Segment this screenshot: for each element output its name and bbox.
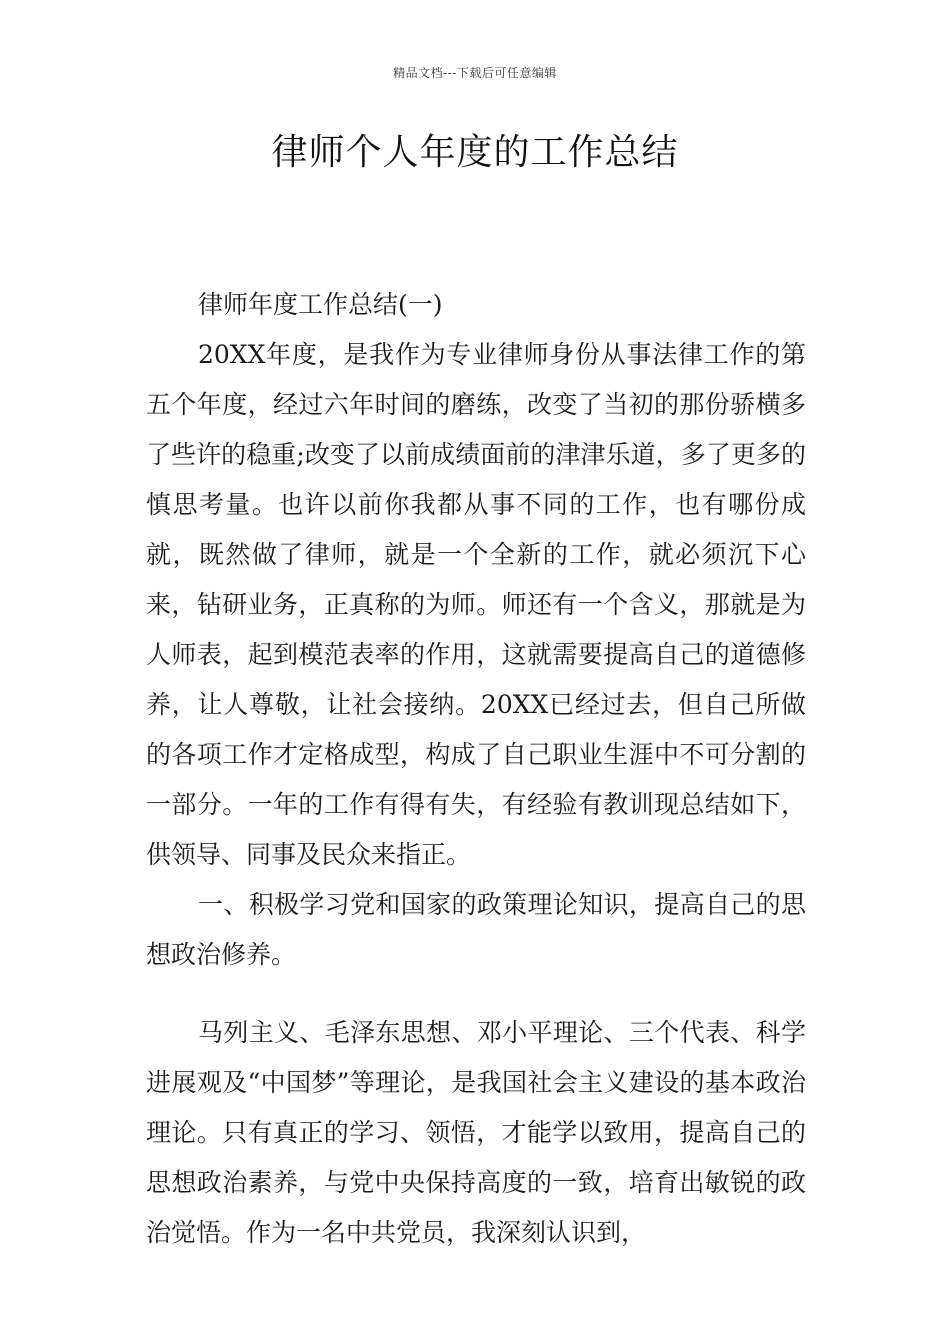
paragraph-theory: 马列主义、毛泽东思想、邓小平理论、三个代表、科学进展观及“中国梦”等理论，是我国社会主义建设的基本政治理论。只有真正的学习、领悟，才能学以致用，提高自己的思想政治素养，与党中央保持高度的一致，培育出敏锐的政治觉悟。作为一名中共党员，我深刻认识到，: [146, 1018, 806, 1247]
document-title: 律师个人年度的工作总结: [271, 132, 679, 173]
paragraph-point-one-heading: 一、积极学习党和国家的政策理论知识，提高自己的思想政治修养。: [146, 890, 806, 969]
header-note: 精品文档---下载后可任意编辑: [393, 66, 557, 80]
section-heading: 律师年度工作总结(一): [198, 290, 443, 319]
paragraph-intro: 20XX年度，是我作为专业律师身份从事法律工作的第五个年度，经过六年时间的磨练，改变了当初的那份骄横多了些许的稳重;改变了以前成绩面前的津津乐道，多了更多的慎思考量。也许以前你我都从事不同的工作，也有哪份成就，既然做了律师，就是一个全新的工作，就必须沉下心来，钻研业务，正真称的为师。师还有一个含义，那就是为人师表，起到模范表率的作用，这就需要提高自己的道德修养，让人尊敬，让社会接纳。20XX已经过去，但自己所做的各项工作才定格成型，构成了自己职业生涯中不可分割的一部分。一年的工作有得有失，有经验有教训现总结如下，供领导、同事及民众来指正。: [146, 340, 806, 869]
document-body: [146, 280, 806, 1258]
paragraph-spacer: [146, 980, 806, 1008]
